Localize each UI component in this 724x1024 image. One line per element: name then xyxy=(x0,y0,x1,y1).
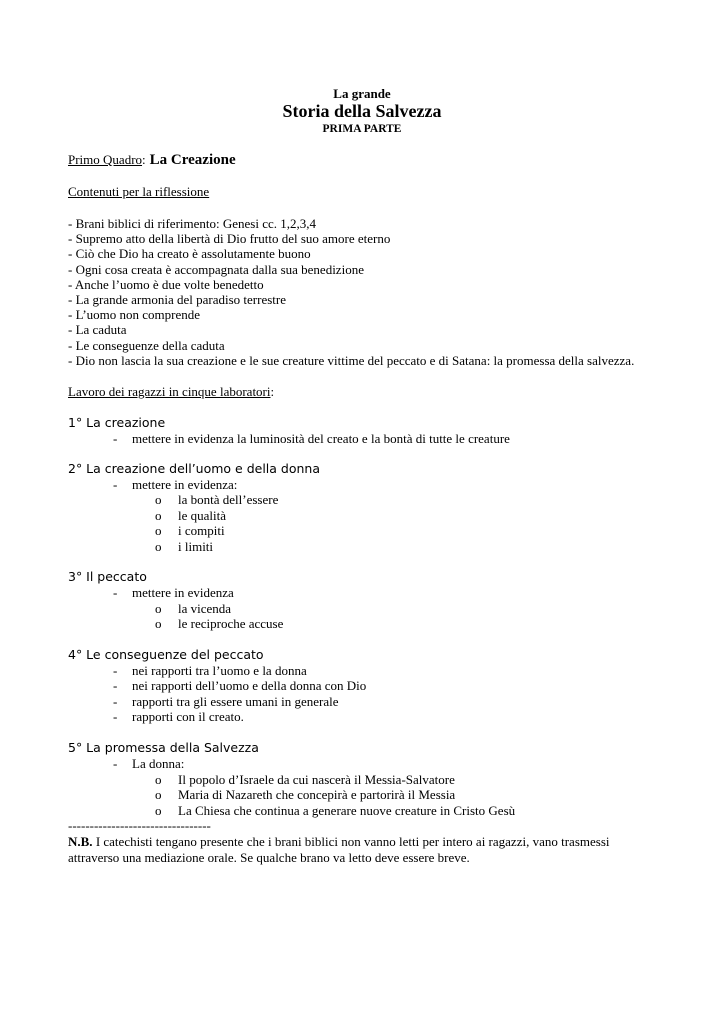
nb-text-1: I catechisti tengano presente che i brani biblici non vanno letti per intero ai ragazzi, vano trasmessi xyxy=(92,834,610,849)
quadro-label: Primo Quadro xyxy=(68,152,143,167)
lab-title: 4° Le conseguenze del peccato xyxy=(68,647,264,662)
contenuti-list xyxy=(68,216,634,368)
quadro-sep: : xyxy=(142,152,146,167)
sub-list-item-text: La Chiesa che continua a generare nuove creature in Cristo Gesù xyxy=(178,803,516,818)
circle-bullet-icon: o xyxy=(155,601,162,616)
separator-line: --------------------------------- xyxy=(68,818,211,833)
sub-list-item-text: i limiti xyxy=(178,539,214,554)
sub-list-item-text: le qualità xyxy=(178,508,227,523)
list-item: - Dio non lascia la sua creazione e le sue creature vittime del peccato e di Satana: la promessa della salvezza. xyxy=(68,352,635,368)
title-subtitle: PRIMA PARTE xyxy=(322,123,402,135)
dash-marker: - xyxy=(113,585,118,600)
list-item: - La caduta xyxy=(68,322,127,338)
list-item-text: La donna: xyxy=(132,756,185,771)
list-item: - Le conseguenze della caduta xyxy=(68,337,225,353)
circle-bullet-icon: o xyxy=(155,772,162,787)
lab-title: 3° Il peccato xyxy=(68,569,147,584)
lavoro-heading-text: Lavoro dei ragazzi in cinque laboratori xyxy=(68,384,271,399)
dash-marker: - xyxy=(113,663,118,678)
list-item: - Supremo atto della libertà di Dio frutto del suo amore eterno xyxy=(68,231,391,247)
list-item-text: mettere in evidenza la luminosità del creato e la bontà di tutte le creature xyxy=(132,431,510,446)
dash-marker: - xyxy=(113,678,118,693)
list-item: - Anche l’uomo è due volte benedetto xyxy=(68,276,264,292)
sub-list-item-text: Il popolo d’Israele da cui nascerà il Messia-Salvatore xyxy=(178,772,455,787)
list-item-text: mettere in evidenza xyxy=(132,585,234,600)
list-item-text: nei rapporti tra l’uomo e la donna xyxy=(132,663,307,678)
circle-bullet-icon: o xyxy=(155,803,162,818)
lab-title: 2° La creazione dell’uomo e della donna xyxy=(68,461,320,476)
quadro-heading xyxy=(68,151,236,169)
lavoro-heading xyxy=(68,384,274,399)
dash-marker: - xyxy=(113,694,118,709)
sub-list-item-text: i compiti xyxy=(178,523,225,538)
sub-list-item-text: Maria di Nazareth che concepirà e partorirà il Messia xyxy=(178,787,456,802)
dash-marker: - xyxy=(113,431,118,446)
circle-bullet-icon: o xyxy=(155,492,162,507)
circle-bullet-icon: o xyxy=(155,787,162,802)
dash-marker: - xyxy=(113,756,118,771)
sub-list-item-text: la vicenda xyxy=(178,601,232,616)
lab-title: 5° La promessa della Salvezza xyxy=(68,740,259,755)
list-item-text: rapporti con il creato. xyxy=(132,709,244,724)
list-item: - Ciò che Dio ha creato è assolutamente buono xyxy=(68,246,311,262)
lavoro-sep: : xyxy=(270,384,275,399)
list-item: - La grande armonia del paradiso terrestre xyxy=(68,292,287,308)
list-item-text: mettere in evidenza: xyxy=(132,477,238,492)
dash-marker: - xyxy=(113,709,118,724)
quadro-title: La Creazione xyxy=(149,152,236,168)
nb-label: N.B. xyxy=(68,834,93,849)
sub-list-item-text: la bontà dell’essere xyxy=(178,492,279,507)
nb-note-line1 xyxy=(68,834,609,849)
list-item: - Brani biblici di riferimento: Genesi cc. 1,2,3,4 xyxy=(68,216,317,231)
sub-list-item-text: le reciproche accuse xyxy=(178,616,284,631)
page-title: Storia della Salvezza xyxy=(282,101,442,121)
circle-bullet-icon: o xyxy=(155,616,162,631)
circle-bullet-icon: o xyxy=(155,508,162,523)
list-item-text: rapporti tra gli essere umani in generale xyxy=(132,694,339,709)
circle-bullet-icon: o xyxy=(155,523,162,538)
title-pre: La grande xyxy=(333,86,391,101)
list-item: - L’uomo non comprende xyxy=(68,307,201,323)
nb-note-line2: attraverso una mediazione orale. Se qualche brano va letto deve essere breve. xyxy=(68,850,470,865)
circle-bullet-icon: o xyxy=(155,539,162,554)
lab-title: 1° La creazione xyxy=(68,415,166,430)
list-item: - Ogni cosa creata è accompagnata dalla sua benedizione xyxy=(68,261,364,277)
contenuti-heading: Contenuti per la riflessione xyxy=(68,184,210,199)
list-item-text: nei rapporti dell’uomo e della donna con Dio xyxy=(132,678,367,693)
dash-marker: - xyxy=(113,477,118,492)
